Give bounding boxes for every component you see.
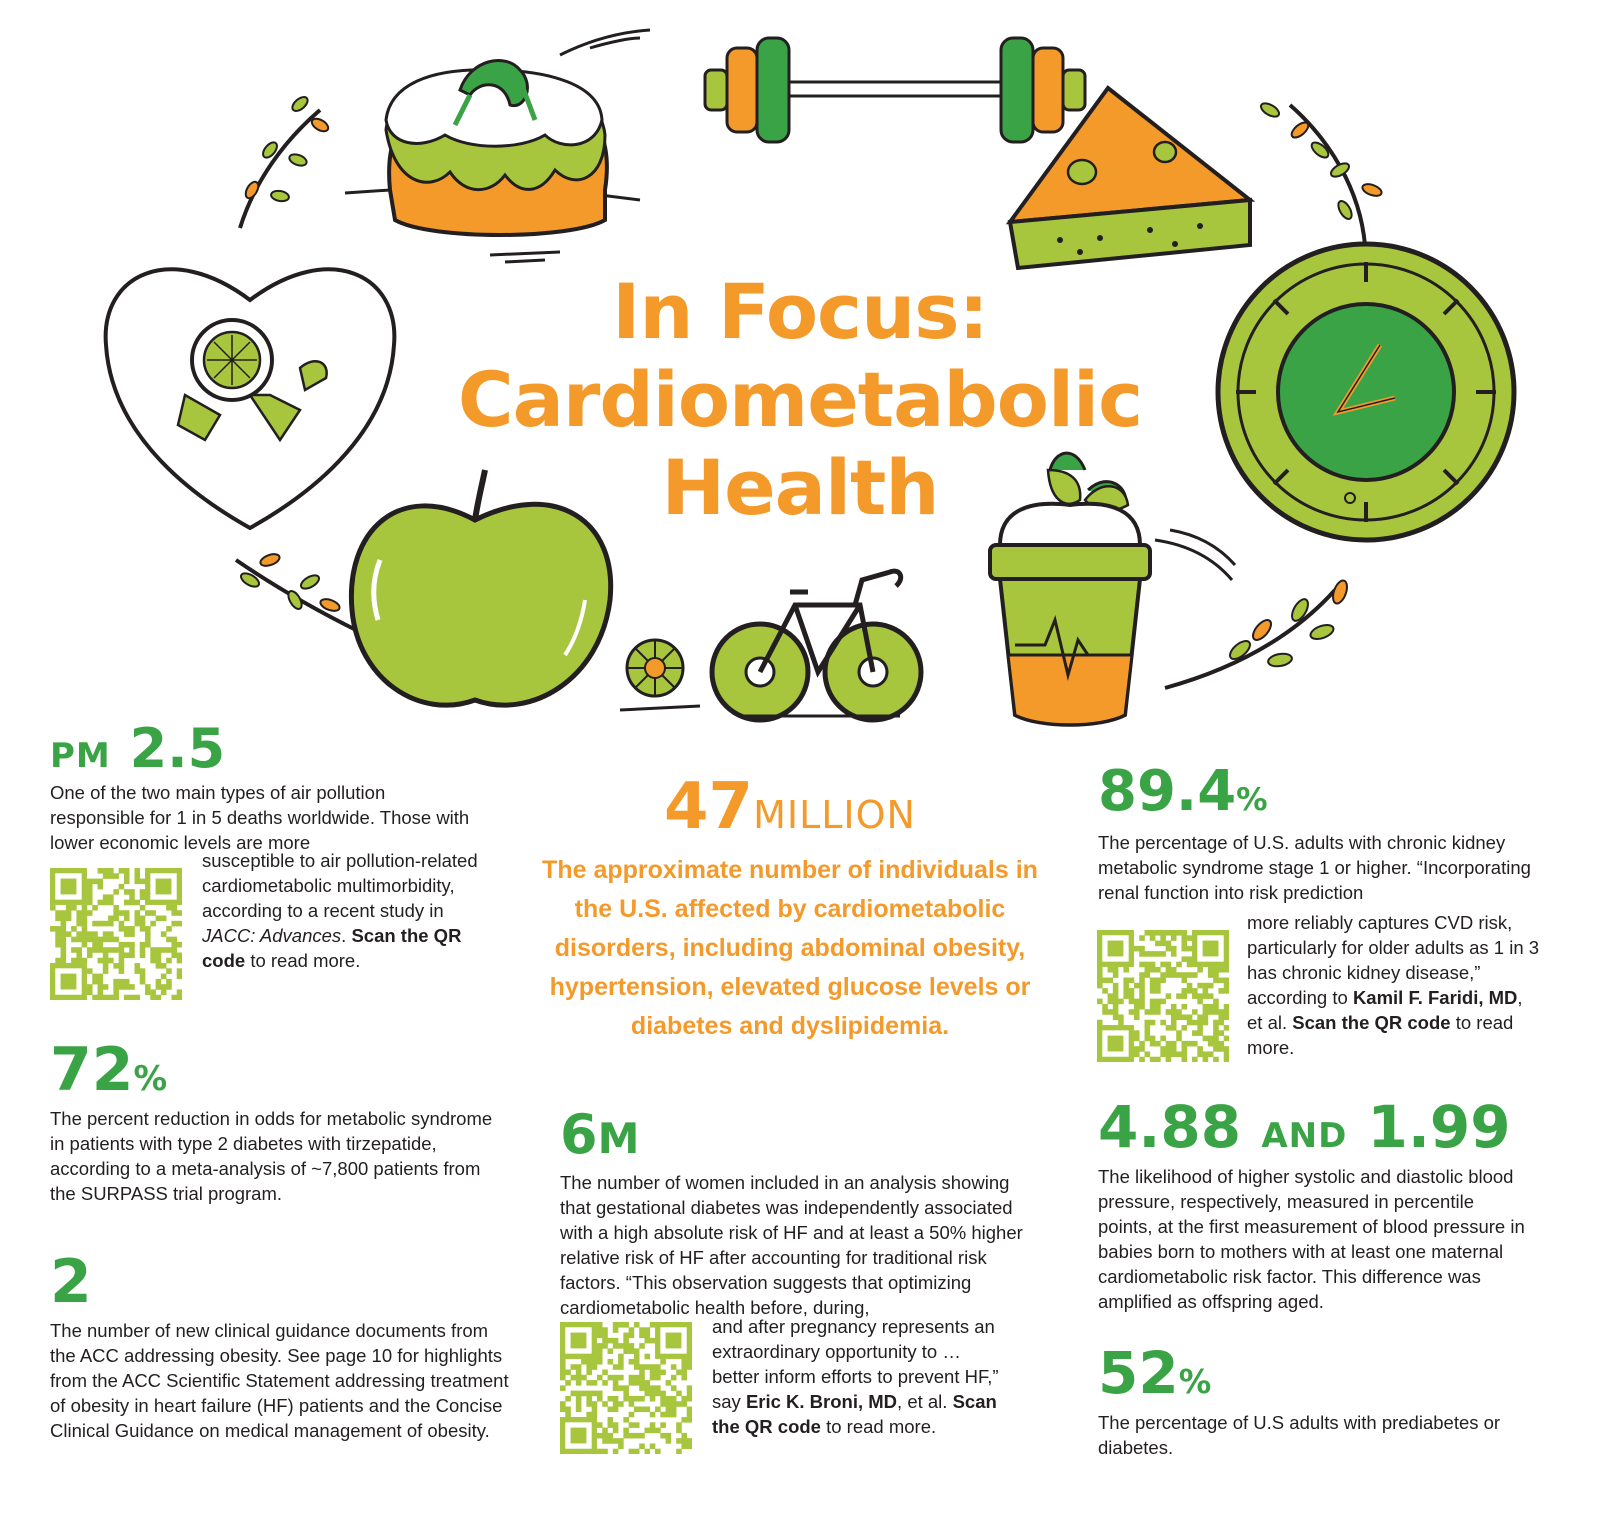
pct894-text-b2: , et al. <box>1247 987 1523 1033</box>
bp-stat-systolic: 4.88 <box>1098 1093 1242 1161</box>
barbell-icon <box>705 38 1085 142</box>
sixm-qr-code[interactable] <box>560 1322 692 1454</box>
bp-section <box>1098 1093 1548 1314</box>
branch-icon <box>1165 579 1350 688</box>
pm25-stat-number: 2.5 <box>129 717 226 780</box>
title-line-1: In Focus: <box>612 267 988 356</box>
pct894-cta: Scan the QR code <box>1292 1012 1451 1033</box>
bp-text: The likelihood of higher systolic and diastolic blood pressure, respectively, measured in percentile points, at the first measurement of blood pressure in babies born to mothers with at least one maternal cardiometabolic risk factor. This difference was amplified as offspring aged. <box>1098 1166 1525 1312</box>
pm25-stat <box>50 717 500 780</box>
pct72-stat-number: 72 <box>50 1035 134 1105</box>
donut-icon <box>345 30 650 262</box>
branch-icon <box>236 552 356 630</box>
two-stat: 2 <box>50 1247 92 1317</box>
sixm-text-a: The number of women included in an analysis showing that gestational diabetes was independently associated with a high absolute risk of HF and at least a 50% higher relative risk of HF after accounting for traditional risk factors. “This observation suggests that optimizing cardiometabolic health before, during, <box>560 1172 1023 1318</box>
pm25-text-b1: susceptible to air pollution-related cardiometabolic multimorbidity, according to a recent study in <box>202 850 478 921</box>
pm25-qr-code[interactable] <box>50 868 182 1000</box>
title-line-2: Cardiometabolic <box>457 355 1143 444</box>
page-title <box>0 268 1600 532</box>
sixm-text-b <box>712 1314 1012 1439</box>
sixm-author: Eric K. Broni, MD <box>745 1391 898 1412</box>
pct52-section <box>1098 1339 1548 1460</box>
pct52-stat <box>1098 1339 1548 1407</box>
bicycle-icon <box>712 571 921 720</box>
pct894-section <box>1098 759 1548 905</box>
million47-section <box>535 770 1045 1046</box>
pct52-stat-number: 52 <box>1098 1339 1179 1407</box>
pm25-text-b2: . <box>341 925 352 946</box>
sixm-stat-number: 6 <box>560 1103 598 1166</box>
pct894-text-a: The percentage of U.S. adults with chronic kidney metabolic syndrome stage 1 or higher. “Incorporating renal function into risk prediction <box>1098 832 1531 903</box>
pct894-text-b3: to read more. <box>1247 1012 1514 1058</box>
flower-icon <box>620 640 700 710</box>
sixm-text-b3: to read more. <box>820 1416 937 1437</box>
pct894-text-b <box>1247 910 1542 1060</box>
million47-stat <box>535 770 1045 844</box>
sixm-stat-unit: M <box>597 1114 641 1163</box>
pct72-stat-unit: % <box>133 1059 169 1098</box>
pct894-stat <box>1098 759 1548 824</box>
bp-stat-and: AND <box>1261 1116 1348 1156</box>
pct894-stat-number: 89.4 <box>1098 759 1237 824</box>
pm25-cta: Scan the QR code <box>202 925 462 971</box>
pct72-text: The percent reduction in odds for metabolic syndrome in patients with type 2 diabetes with tirzepatide, according to a meta-analysis of ~7,800 patients from the SURPASS trial program. <box>50 1108 493 1204</box>
pct72-section <box>50 1035 520 1206</box>
pct72-stat <box>50 1035 520 1105</box>
pm25-text-b <box>202 848 492 973</box>
sixm-cta: Scan the QR code <box>712 1391 997 1437</box>
two-section <box>50 1247 520 1443</box>
pm25-text-b3: to read more. <box>245 950 361 971</box>
sixm-section <box>560 1103 1040 1320</box>
pm25-stat-prefix: PM <box>50 736 111 776</box>
bp-stat <box>1098 1093 1548 1161</box>
million47-text: The approximate number of individuals in the U.S. affected by cardiometabolic disorders, including abdominal obesity, hypertension, elevated glucose levels or diabetes and dyslipidemia. <box>542 856 1038 1040</box>
million47-stat-number: 47 <box>664 770 754 844</box>
two-text: The number of new clinical guidance documents from the ACC addressing obesity. See page 10 for highlights from the ACC Scientific Statement addressing treatment of obesity in heart failure (HF) patients and the Concise Clinical Guidance on medical management of obesity. <box>50 1320 509 1441</box>
pm25-section <box>50 717 500 855</box>
sixm-text-b1: and after pregnancy represents an extraordinary opportunity to … better inform efforts to prevent HF,” say <box>712 1316 999 1412</box>
branch-icon <box>240 94 330 228</box>
sixm-stat <box>560 1103 1040 1166</box>
pm25-journal: JACC: Advances <box>202 925 342 946</box>
pm25-text-a: One of the two main types of air pollution responsible for 1 in 5 deaths worldwide. Those with lower economic levels are more <box>50 782 470 853</box>
branch-icon <box>1259 101 1383 245</box>
bp-stat-diastolic: 1.99 <box>1367 1093 1511 1161</box>
pct894-text-b1: more reliably captures CVD risk, particularly for older adults as 1 in 3 has chronic kidney disease,” according to <box>1247 912 1540 1008</box>
pct52-text: The percentage of U.S adults with prediabetes or diabetes. <box>1098 1412 1501 1458</box>
pct894-qr-code[interactable] <box>1097 930 1229 1062</box>
sixm-text-b2: , et al. <box>897 1391 953 1412</box>
title-line-3: Health <box>661 443 939 532</box>
million47-stat-unit: MILLION <box>753 793 916 837</box>
pct52-stat-unit: % <box>1178 1363 1213 1401</box>
pct894-author: Kamil F. Faridi, MD <box>1352 987 1518 1008</box>
pct894-stat-unit: % <box>1236 782 1269 818</box>
